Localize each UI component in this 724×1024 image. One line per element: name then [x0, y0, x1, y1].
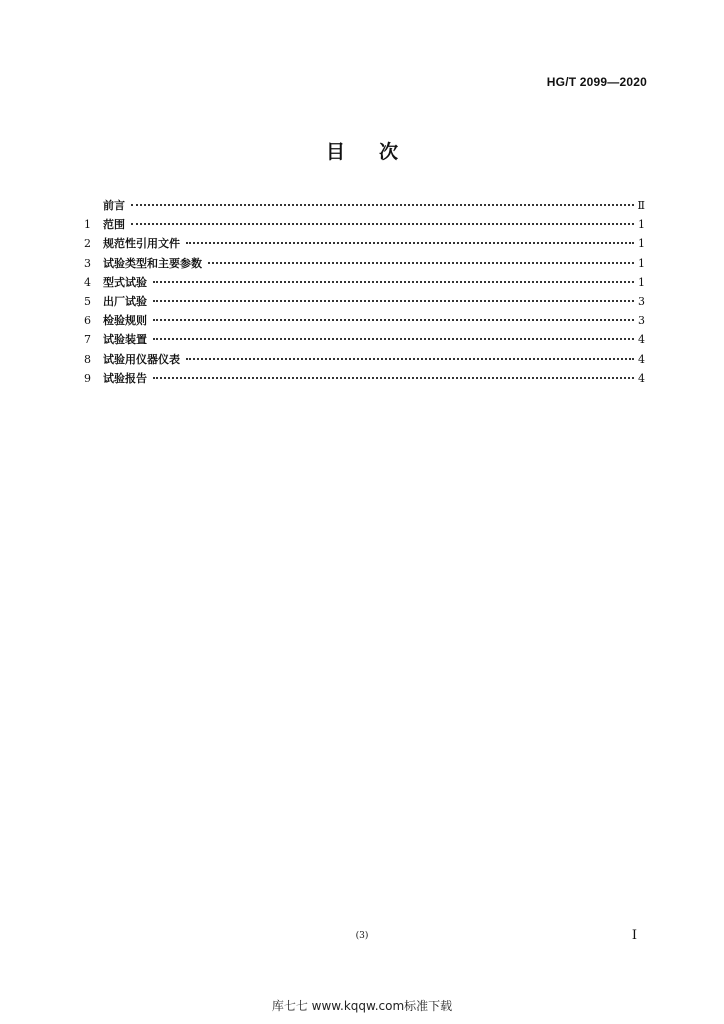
toc-entry-label: 型式试验: [103, 275, 147, 289]
toc-leader-dots: [208, 262, 634, 264]
toc-entry-page: 1: [638, 237, 645, 251]
page-title: 目次: [325, 141, 432, 163]
toc-leader-dots: [131, 204, 634, 206]
toc-entry[interactable]: [84, 351, 645, 370]
toc-entry[interactable]: [84, 312, 645, 331]
toc-entry-number: 2: [84, 237, 91, 251]
toc-entry-page: 3: [638, 294, 645, 308]
toc-entry-page: 3: [638, 314, 645, 328]
footer-page-number: I: [631, 928, 637, 943]
toc-entry[interactable]: [84, 370, 645, 389]
toc-entry-number: 9: [84, 371, 91, 385]
toc-entry-label: 前言: [103, 199, 125, 212]
toc-entry-page: 4: [638, 371, 645, 385]
toc-leader-dots: [153, 338, 634, 340]
toc-entry-number: 5: [84, 294, 91, 308]
toc-entry-page: 4: [638, 352, 645, 366]
toc-entry[interactable]: [84, 293, 645, 312]
toc-entry-number: 3: [84, 256, 91, 270]
toc-entry-number: 7: [84, 333, 91, 347]
toc-entry[interactable]: [84, 235, 645, 254]
toc-entry-page: Ⅱ: [637, 199, 645, 212]
table-of-contents: [84, 197, 645, 389]
toc-entry[interactable]: [84, 331, 645, 350]
toc-entry-page: 4: [638, 333, 645, 347]
toc-entry-label: 试验用仪器仪表: [103, 352, 180, 366]
toc-entry[interactable]: [84, 274, 645, 293]
toc-leader-dots: [153, 281, 634, 283]
toc-entry-page: 1: [638, 218, 645, 232]
toc-entry-label: 规范性引用文件: [103, 237, 180, 251]
toc-leader-dots: [153, 319, 634, 321]
toc-entry[interactable]: [84, 216, 645, 235]
toc-entry-label: 检验规则: [103, 314, 147, 328]
toc-entry-number: 8: [84, 352, 91, 366]
toc-entry-label: 试验装置: [103, 333, 147, 347]
toc-entry-label: 试验类型和主要参数: [103, 256, 202, 270]
toc-leader-dots: [131, 223, 634, 225]
toc-entry-number: 4: [84, 275, 91, 289]
standard-code: HG/T 2099—2020: [546, 75, 647, 89]
download-watermark: 库七七 www.kqqw.com标准下载: [271, 999, 453, 1013]
toc-leader-dots: [186, 242, 634, 244]
toc-entry-page: 1: [638, 275, 645, 289]
toc-entry-number: 1: [84, 218, 91, 232]
footer-sheet-mark: (3): [355, 931, 369, 941]
toc-entry[interactable]: [84, 197, 645, 216]
toc-leader-dots: [153, 377, 634, 379]
toc-leader-dots: [186, 358, 634, 360]
toc-entry-label: 出厂试验: [103, 294, 147, 308]
toc-entry[interactable]: [84, 255, 645, 274]
toc-entry-label: 试验报告: [103, 371, 147, 385]
toc-entry-label: 范围: [103, 218, 125, 232]
toc-entry-page: 1: [638, 256, 645, 270]
toc-entry-number: 6: [84, 314, 91, 328]
toc-leader-dots: [153, 300, 634, 302]
